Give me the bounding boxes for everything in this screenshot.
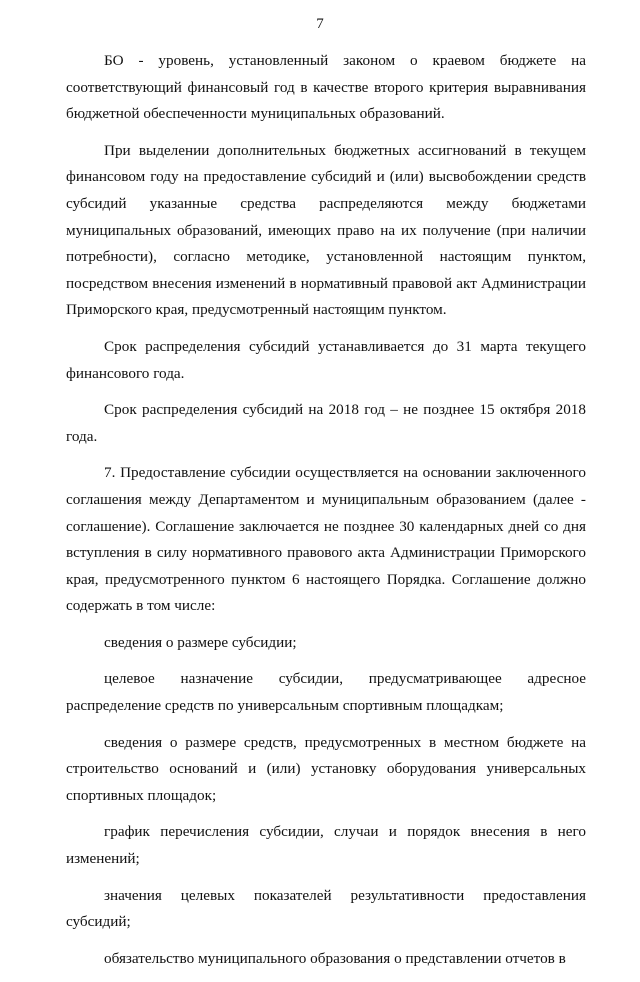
paragraph-bo-definition: БО - уровень, установленный законом о краевом бюджете на соответствующий финансовый год в качестве второго критерия выравнивания бюджетной обеспеченности муниципальных образований. (66, 52, 586, 123)
paragraph-distribution-deadline: Срок распределения субсидий устанавливается до 31 марта текущего финансового года. (66, 337, 586, 382)
list-item-target-indicators: значения целевых показателей результативности предоставления субсидий; (66, 886, 586, 931)
list-item-purpose: целевое назначение субсидии, предусматривающее адресное распределение средств по универсальным спортивным площадкам; (66, 670, 586, 715)
list-item-subsidy-size: сведения о размере субсидии; (104, 633, 297, 651)
paragraph-item-7-agreement: 7. Предоставление субсидии осуществляется на основании заключенного соглашения между Департаментом и муниципальным образованием (далее - соглашение). Соглашение заключается не позднее 30 календарных дней со дня вступления в силу нормативного правового акта Администрации Приморского края, предусмотренного пунктом 6 настоящего Порядка. Соглашение должно содержать в том числе: (66, 464, 586, 615)
paragraph-2018-deadline: Срок распределения субсидий на 2018 год – не позднее 15 октября 2018 года. (66, 401, 586, 445)
list-item-reporting-obligation: обязательство муниципального образования о представлении отчетов в (104, 949, 566, 967)
page-number: 7 (316, 16, 324, 32)
document-body (66, 48, 586, 982)
list-item-transfer-schedule: график перечисления субсидии, случаи и порядок внесения в него изменений; (66, 823, 586, 868)
paragraph-additional-allocations: При выделении дополнительных бюджетных ассигнований в текущем финансовом году на предоставление субсидий и (или) высвобождении средств субсидий указанные средства распределяются между бюджетами муниципальных образований, имеющих право на их получение (при наличии потребности), согласно методике, установленной настоящим пунктом, посредством внесения изменений в нормативный правовой акт Администрации Приморского края, предусмотренный настоящим пунктом. (66, 141, 586, 319)
list-item-local-budget-funds: сведения о размере средств, предусмотренных в местном бюджете на строительство оснований и (или) установку оборудования универсальных спортивных площадок; (66, 733, 586, 804)
